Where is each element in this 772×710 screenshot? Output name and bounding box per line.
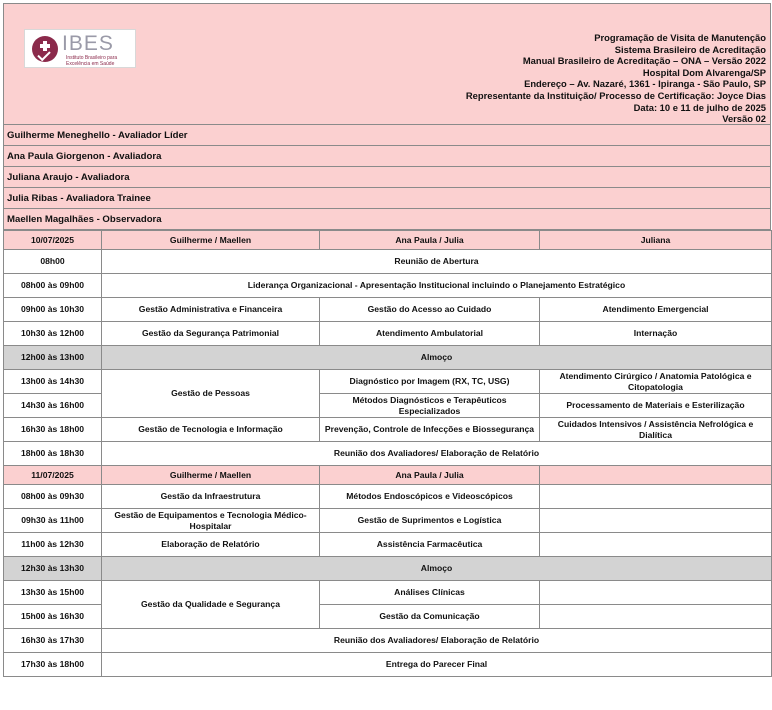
activity-cell: Reunião dos Avaliadores/ Elaboração de Relatório xyxy=(102,629,772,653)
column-header: Juliana xyxy=(540,231,772,250)
time-cell: 12h30 às 13h30 xyxy=(4,557,102,581)
participant-row: Ana Paula Giorgenon - Avaliadora xyxy=(3,146,771,167)
activity-cell: Prevenção, Controle de Infecções e Biossegurança xyxy=(320,418,540,442)
activity-cell: Gestão da Segurança Patrimonial xyxy=(102,322,320,346)
activity-cell: Métodos Endoscópicos e Videoscópicos xyxy=(320,485,540,509)
time-cell: 08h00 às 09h00 xyxy=(4,274,102,298)
time-cell: 18h00 às 18h30 xyxy=(4,442,102,466)
activity-cell: Atendimento Cirúrgico / Anatomia Patológica e Citopatologia xyxy=(540,370,772,394)
participants-list xyxy=(3,125,771,230)
day1-header-row xyxy=(4,231,772,250)
empty-cell xyxy=(540,581,772,605)
ibes-logo xyxy=(24,29,136,68)
table-row xyxy=(4,533,772,557)
header-line: Sistema Brasileiro de Acreditação xyxy=(614,43,766,55)
time-cell: 08h00 xyxy=(4,250,102,274)
activity-cell: Elaboração de Relatório xyxy=(102,533,320,557)
header-line: Data: 10 e 11 de julho de 2025 xyxy=(633,101,766,113)
activity-cell: Gestão da Qualidade e Segurança xyxy=(102,581,320,629)
table-row xyxy=(4,274,772,298)
time-cell: 16h30 às 17h30 xyxy=(4,629,102,653)
header-line: Endereço – Av. Nazaré, 1361 - Ipiranga - São Paulo, SP xyxy=(524,78,766,90)
empty-cell xyxy=(540,485,772,509)
lunch-row xyxy=(4,557,772,581)
table-row xyxy=(4,298,772,322)
time-cell: 16h30 às 18h00 xyxy=(4,418,102,442)
day2-date: 11/07/2025 xyxy=(4,466,102,485)
table-row xyxy=(4,653,772,677)
time-cell: 11h00 às 12h30 xyxy=(4,533,102,557)
activity-cell: Atendimento Emergencial xyxy=(540,298,772,322)
document-header xyxy=(3,3,771,125)
activity-cell: Reunião de Abertura xyxy=(102,250,772,274)
activity-cell: Entrega do Parecer Final xyxy=(102,653,772,677)
header-line: Representante da Instituição/ Processo de Certificação: Joyce Dias xyxy=(465,89,766,101)
column-header: Ana Paula / Julia xyxy=(320,466,540,485)
participant-row: Guilherme Meneghello - Avaliador Líder xyxy=(3,125,771,146)
participant-row: Maellen Magalhães - Observadora xyxy=(3,209,771,230)
lunch-row xyxy=(4,346,772,370)
header-line: Manual Brasileiro de Acreditação – ONA – Versão 2022 xyxy=(522,55,766,67)
table-row xyxy=(4,485,772,509)
time-cell: 14h30 às 16h00 xyxy=(4,394,102,418)
activity-cell: Gestão de Suprimentos e Logística xyxy=(320,509,540,533)
time-cell: 17h30 às 18h00 xyxy=(4,653,102,677)
schedule-document xyxy=(3,3,771,677)
participant-row: Juliana Araujo - Avaliadora xyxy=(3,167,771,188)
column-header: Guilherme / Maellen xyxy=(102,466,320,485)
empty-cell xyxy=(540,605,772,629)
activity-cell: Gestão do Acesso ao Cuidado xyxy=(320,298,540,322)
activity-cell: Gestão da Infraestrutura xyxy=(102,485,320,509)
activity-cell: Atendimento Ambulatorial xyxy=(320,322,540,346)
header-info xyxy=(466,32,766,125)
header-line: Versão 02 xyxy=(722,113,766,125)
schedule-table xyxy=(3,230,772,677)
activity-cell: Cuidados Intensivos / Assistência Nefrológica e Dialítica xyxy=(540,418,772,442)
table-row xyxy=(4,629,772,653)
activity-cell: Almoço xyxy=(102,346,772,370)
cross-icon xyxy=(32,36,58,62)
table-row xyxy=(4,442,772,466)
header-line: Programação de Visita de Manutenção xyxy=(594,32,766,43)
table-row xyxy=(4,509,772,533)
time-cell: 13h30 às 15h00 xyxy=(4,581,102,605)
activity-cell: Métodos Diagnósticos e Terapêuticos Especializados xyxy=(320,394,540,418)
time-cell: 15h00 às 16h30 xyxy=(4,605,102,629)
activity-cell: Gestão de Equipamentos e Tecnologia Médico-Hospitalar xyxy=(102,509,320,533)
day1-date: 10/07/2025 xyxy=(4,231,102,250)
activity-cell: Almoço xyxy=(102,557,772,581)
table-row xyxy=(4,581,772,605)
header-line: Hospital Dom Alvarenga/SP xyxy=(642,66,766,78)
activity-cell: Diagnóstico por Imagem (RX, TC, USG) xyxy=(320,370,540,394)
activity-cell: Reunião dos Avaliadores/ Elaboração de Relatório xyxy=(102,442,772,466)
participant-row: Julia Ribas - Avaliadora Trainee xyxy=(3,188,771,209)
time-cell: 09h30 às 11h00 xyxy=(4,509,102,533)
column-header: Guilherme / Maellen xyxy=(102,231,320,250)
activity-cell: Gestão da Comunicação xyxy=(320,605,540,629)
time-cell: 10h30 às 12h00 xyxy=(4,322,102,346)
time-cell: 13h00 às 14h30 xyxy=(4,370,102,394)
logo-subtitle: Instituto Brasileiro para Excelência em Saúde xyxy=(66,55,118,67)
activity-cell: Gestão Administrativa e Financeira xyxy=(102,298,320,322)
activity-cell: Análises Clínicas xyxy=(320,581,540,605)
activity-cell: Liderança Organizacional - Apresentação Institucional incluindo o Planejamento Estratégico xyxy=(102,274,772,298)
activity-cell: Assistência Farmacêutica xyxy=(320,533,540,557)
time-cell: 09h00 às 10h30 xyxy=(4,298,102,322)
column-header: Ana Paula / Julia xyxy=(320,231,540,250)
activity-cell: Gestão de Tecnologia e Informação xyxy=(102,418,320,442)
activity-cell: Gestão de Pessoas xyxy=(102,370,320,418)
table-row xyxy=(4,250,772,274)
table-row xyxy=(4,418,772,442)
logo-name: IBES xyxy=(62,32,114,55)
empty-cell xyxy=(540,533,772,557)
day2-header-row xyxy=(4,466,772,485)
table-row xyxy=(4,370,772,394)
time-cell: 08h00 às 09h30 xyxy=(4,485,102,509)
activity-cell: Processamento de Materiais e Esterilização xyxy=(540,394,772,418)
empty-cell xyxy=(540,509,772,533)
empty-cell xyxy=(540,466,772,485)
time-cell: 12h00 às 13h00 xyxy=(4,346,102,370)
activity-cell: Internação xyxy=(540,322,772,346)
table-row xyxy=(4,322,772,346)
